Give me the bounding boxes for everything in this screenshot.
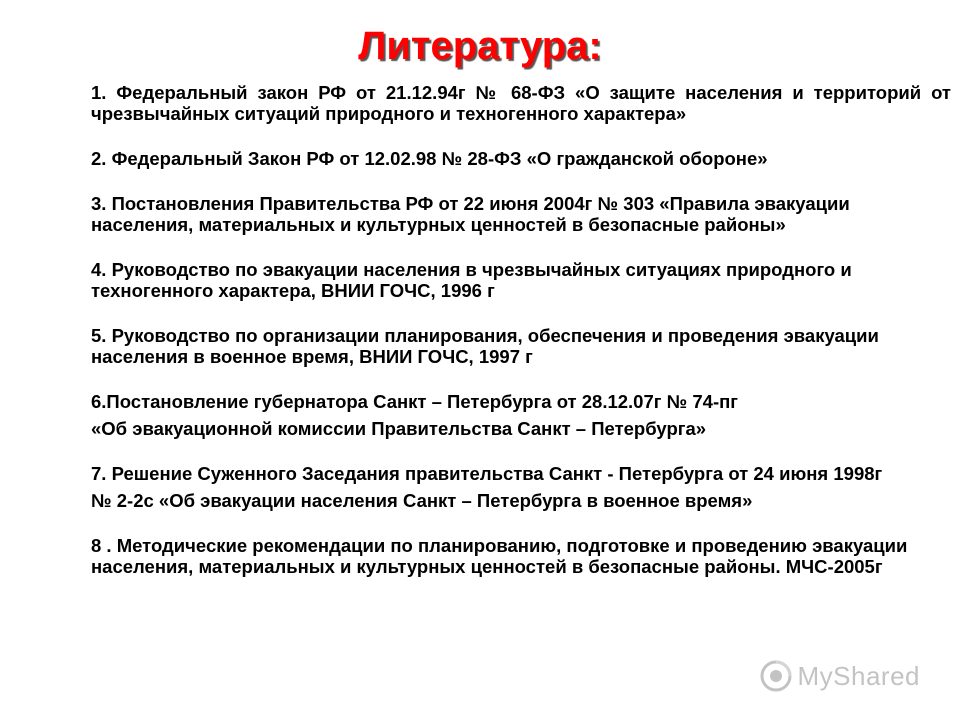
list-item-continuation: «Об эвакуационной комиссии Правительства Санкт – Петербурга» (91, 418, 707, 439)
list-item: 6.Постановление губернатора Санкт – Петербурга от 28.12.07г № 74-пг (91, 391, 738, 412)
list-item: 8 . Методические рекомендации по планированию, подготовке и проведению эвакуации населения, материальных и культурных ценностей в безопасные районы. МЧС-2005г (91, 535, 908, 577)
list-item-continuation: № 2-2с «Об эвакуации населения Санкт – Петербурга в военное время» (91, 490, 753, 511)
list-item: 5. Руководство по организации планирования, обеспечения и проведения эвакуации населения в военное время, ВНИИ ГОЧС, 1997 г (91, 325, 879, 367)
list-item: 4. Руководство по эвакуации населения в чрезвычайных ситуациях природного и техногенного характера, ВНИИ ГОЧС, 1996 г (91, 259, 852, 301)
references-list (91, 82, 951, 577)
myshared-logo-icon (760, 660, 792, 692)
watermark (760, 660, 921, 692)
list-item: 1. Федеральный закон РФ от 21.12.94г № 68-ФЗ «О защите населения и территорий от чрезвычайных ситуаций природного и техногенного характера» (91, 82, 951, 124)
list-item: 3. Постановления Правительства РФ от 22 июня 2004г № 303 «Правила эвакуации населения, материальных и культурных ценностей в безопасные районы» (91, 193, 850, 235)
list-item: 7. Решение Суженного Заседания правительства Санкт - Петербурга от 24 июня 1998г (91, 463, 883, 484)
page-title: Литература: (358, 24, 602, 68)
watermark-text: MyShared (797, 660, 920, 691)
list-item: 2. Федеральный Закон РФ от 12.02.98 № 28-ФЗ «О гражданской обороне» (91, 148, 768, 169)
